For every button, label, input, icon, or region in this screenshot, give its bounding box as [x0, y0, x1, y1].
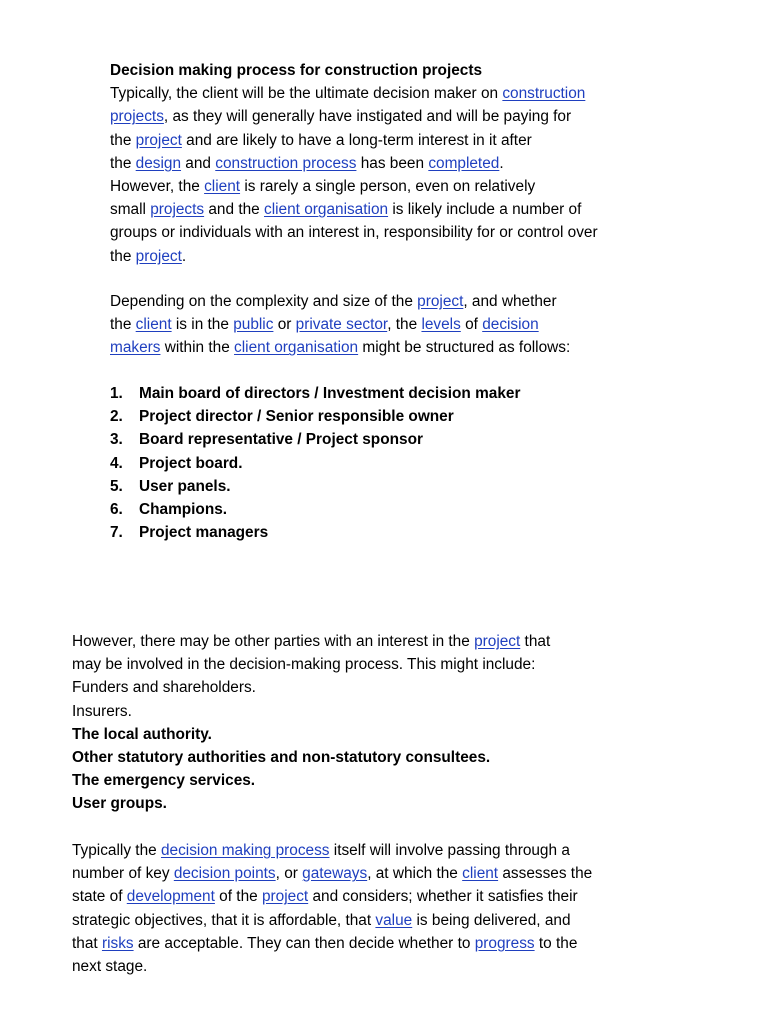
link-progress[interactable]: progress [474, 934, 535, 952]
text-run: or [273, 316, 296, 334]
list-number: 7. [110, 524, 123, 542]
text-line [72, 630, 732, 653]
list-item-text: User panels. [139, 477, 231, 495]
party-item: Funders and shareholders. [72, 679, 256, 697]
list-item [110, 405, 520, 428]
intro-paragraph [110, 59, 730, 268]
text-run: is likely include a number of [388, 201, 582, 219]
list-item-text: Project managers [139, 524, 269, 542]
text-run: that [520, 633, 551, 650]
text-run: , at which the [367, 865, 463, 883]
link-project[interactable]: project [135, 247, 182, 265]
link-project[interactable]: project [417, 293, 464, 310]
list-number: 3. [110, 431, 123, 449]
text-line [110, 175, 730, 198]
text-line: groups or individuals with an interest in, responsibility for or control over [110, 224, 598, 242]
text-run: Typically the [72, 842, 161, 859]
text-line [110, 82, 730, 105]
text-run: and are likely to have a long-term interest in it after [181, 131, 532, 149]
list-item-text: Project board. [139, 454, 243, 472]
text-line [110, 129, 730, 152]
text-run: and the [204, 201, 264, 219]
list-item [110, 452, 520, 475]
text-line [110, 198, 730, 221]
text-line [110, 313, 730, 336]
text-run: to the [534, 934, 578, 952]
text-run: small [110, 201, 151, 219]
link-client[interactable]: client [204, 178, 241, 196]
text-run: assesses the [498, 865, 593, 883]
link-completed[interactable]: completed [428, 154, 500, 172]
list-item-text: Board representative / Project sponsor [139, 431, 423, 449]
text-run: has been [356, 154, 429, 172]
list-number: 2. [110, 408, 123, 426]
link-development[interactable]: development [126, 888, 215, 906]
link-project[interactable]: project [474, 633, 521, 650]
link-projects[interactable]: projects [150, 201, 205, 219]
link-decision-makers[interactable]: decision [482, 316, 539, 334]
text-run: are acceptable. They can then decide whether to [133, 934, 475, 952]
text-run: strategic objectives, that it is affordable, that [72, 911, 376, 929]
list-item [110, 382, 520, 405]
text-line [110, 245, 730, 268]
text-run: the [110, 316, 136, 334]
text-run: the [110, 247, 136, 265]
text-run: , as they will generally have instigated and will be paying for [163, 108, 572, 126]
text-run: number of key [72, 865, 174, 883]
text-run: of the [214, 888, 262, 906]
text-run: of [460, 316, 483, 334]
text-line [110, 152, 730, 175]
text-line: next stage. [72, 958, 148, 976]
text-run: . [181, 247, 187, 265]
link-projects[interactable]: projects [110, 108, 164, 126]
link-client[interactable]: client [462, 865, 499, 883]
link-risks[interactable]: risks [101, 934, 134, 952]
link-project[interactable]: project [261, 888, 309, 906]
decision-process-paragraph [72, 839, 732, 978]
text-run: Depending on the complexity and size of the [110, 293, 418, 310]
text-line [110, 336, 730, 359]
list-number: 5. [110, 477, 123, 495]
text-run: within the [160, 339, 235, 357]
section-title: Decision making process for construction projects [110, 62, 483, 79]
decision-levels-list [110, 382, 520, 544]
text-run: the [110, 154, 136, 172]
list-number: 1. [110, 385, 123, 402]
link-client[interactable]: client [135, 316, 172, 334]
text-line [72, 862, 732, 885]
link-decision-points[interactable]: decision points [173, 865, 276, 883]
other-parties-paragraph [72, 630, 732, 816]
list-item-text: Main board of directors / Investment decision maker [139, 385, 521, 402]
list-number: 4. [110, 454, 123, 472]
party-item: The local authority. [72, 725, 212, 743]
list-item [110, 521, 520, 544]
text-line: may be involved in the decision-making process. This might include: [72, 656, 536, 674]
text-run: , or [275, 865, 303, 883]
party-item: Other statutory authorities and non-statutory consultees. [72, 749, 491, 767]
link-construction-process[interactable]: construction process [215, 154, 357, 172]
party-item: The emergency services. [72, 772, 256, 790]
link-decision-makers[interactable]: makers [110, 339, 161, 357]
link-gateways[interactable]: gateways [302, 865, 368, 883]
link-project[interactable]: project [135, 131, 182, 149]
party-item: User groups. [72, 795, 167, 813]
levels-intro-paragraph [110, 290, 730, 360]
list-number: 6. [110, 501, 123, 519]
text-run: However, the [110, 178, 205, 196]
link-client-organisation[interactable]: client organisation [264, 201, 389, 219]
text-run: and considers; whether it satisfies their [308, 888, 578, 906]
text-run: itself will involve passing through a [329, 842, 570, 859]
text-run: However, there may be other parties with an interest in the [72, 633, 475, 650]
list-item-text: Project director / Senior responsible owner [139, 408, 454, 426]
text-line [110, 290, 730, 313]
text-run: , the [387, 316, 422, 334]
text-line [110, 105, 730, 128]
text-run: . [499, 154, 504, 172]
text-line [72, 909, 732, 932]
text-run: , and whether [463, 293, 557, 310]
text-run: is rarely a single person, even on relatively [240, 178, 536, 196]
text-run: is being delivered, and [412, 911, 571, 929]
text-line [72, 885, 732, 908]
text-run: is in the [171, 316, 234, 334]
link-construction[interactable]: construction [502, 85, 586, 103]
text-run: Typically, the client will be the ultimate decision maker on [110, 85, 503, 103]
link-client-organisation[interactable]: client organisation [234, 339, 359, 357]
text-line [72, 932, 732, 955]
list-item [110, 475, 520, 498]
list-item [110, 498, 520, 521]
text-line [72, 839, 732, 862]
list-item [110, 428, 520, 451]
link-decision-making-process[interactable]: decision making process [160, 842, 330, 859]
text-run: state of [72, 888, 127, 906]
link-value[interactable]: value [375, 911, 413, 929]
list-item-text: Champions. [139, 501, 228, 519]
link-design[interactable]: design [135, 154, 182, 172]
link-private-sector[interactable]: private sector [295, 316, 388, 334]
party-item: Insurers. [72, 702, 132, 720]
link-public[interactable]: public [233, 316, 274, 334]
text-run: and [181, 154, 216, 172]
text-run: the [110, 131, 136, 149]
text-run: might be structured as follows: [358, 339, 571, 357]
link-levels[interactable]: levels [421, 316, 461, 334]
text-run: that [72, 934, 102, 952]
